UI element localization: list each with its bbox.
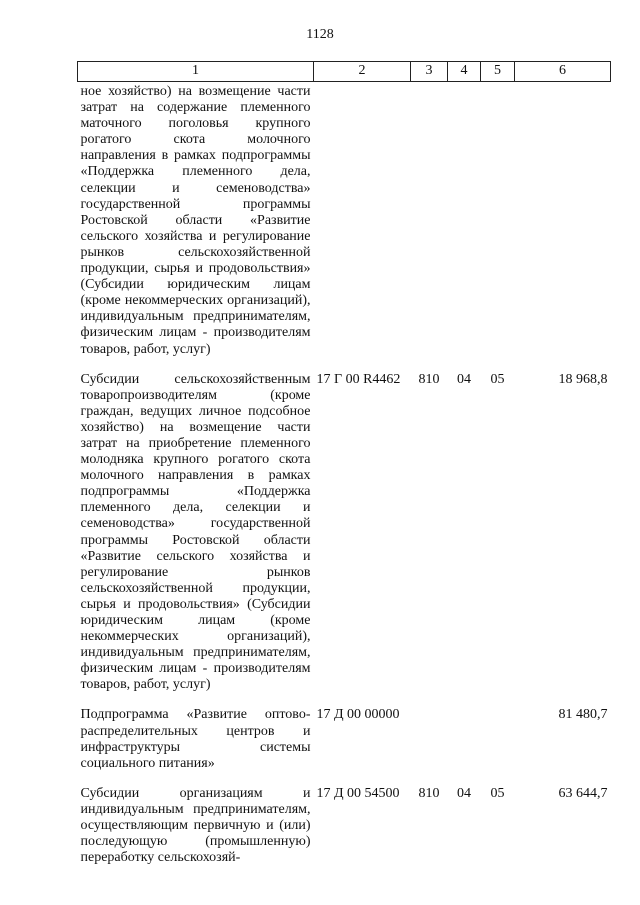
row-code [314,82,411,372]
row-code: 17 Д 00 54500 [316,785,400,801]
row-col4: 04 [457,371,471,387]
row-description: ное хозяйство) на возмещение части затрат на содержание племенного маточного поголовья крупного рогатого скота молочного направления в рамках подпрограммы «Поддержка племенного дела, селекции и семеноводства» государственной программы Ростовской области «Развитие сельского хозяйства и регулирование рынков сельскохозяйственной продукции, сырья и продовольствия» (Субсидии юридическим лицам (кроме некоммерческих организаций), индивидуальным предпринимателям, физическим лицам - производителям товаров, работ, услуг) [80,84,311,357]
row-amount [515,82,611,372]
row-description: Субсидии сельскохозяйственным товаропроизводителям (кроме граждан, ведущих личное подсобное хозяйство) на возмещение части затрат на приобретение племенного молодняка крупного рогатого скота молочного направления в рамках подпрограммы «Поддержка племенного дела, селекции и семеноводства» государственной программы Ростовской области «Развитие сельского хозяйства и регулирование рынков сельскохозяйственной продукции, сырья и продовольствия» (Субсидии юридическим лицам (кроме некоммерческих организаций), индивидуальным предпринимателям, физическим лицам - производителям товаров, работ, услуг) [80,371,311,693]
row-description: Субсидии организациям и индивидуальным предпринимателям, осуществляющим первичную и (или) последующую (промышленную) переработку сельскохозяй- [80,785,311,866]
table-row [78,82,611,372]
row-col4 [448,707,481,785]
row-amount: 63 644,7 [558,785,608,801]
table-header-row [78,62,611,82]
row-col3: 810 [418,371,440,387]
budget-table [77,61,611,880]
row-description: Подпрограмма «Развитие оптово-распределительных центров и инфраструктуры системы социального питания» [80,707,311,771]
column-header-1: 1 [78,62,314,82]
column-header-6: 6 [515,62,611,82]
row-col5: 05 [490,371,505,387]
row-col4 [448,82,481,372]
row-col3 [411,82,448,372]
table-row [78,786,611,880]
row-amount: 81 480,7 [558,707,608,723]
table-row [78,372,611,708]
row-col3 [411,707,448,785]
row-col3: 810 [418,785,440,801]
column-header-5: 5 [481,62,515,82]
row-col4: 04 [457,785,471,801]
column-header-3: 3 [411,62,448,82]
row-amount: 18 968,8 [558,371,608,387]
page-number: 1128 [306,27,334,42]
row-col5: 05 [490,785,505,801]
column-header-2: 2 [314,62,411,82]
row-col5 [481,707,515,785]
row-code: 17 Д 00 00000 [316,707,400,723]
row-col5 [481,82,515,372]
column-header-4: 4 [448,62,481,82]
table-row [78,707,611,785]
row-code: 17 Г 00 R4462 [316,371,401,387]
